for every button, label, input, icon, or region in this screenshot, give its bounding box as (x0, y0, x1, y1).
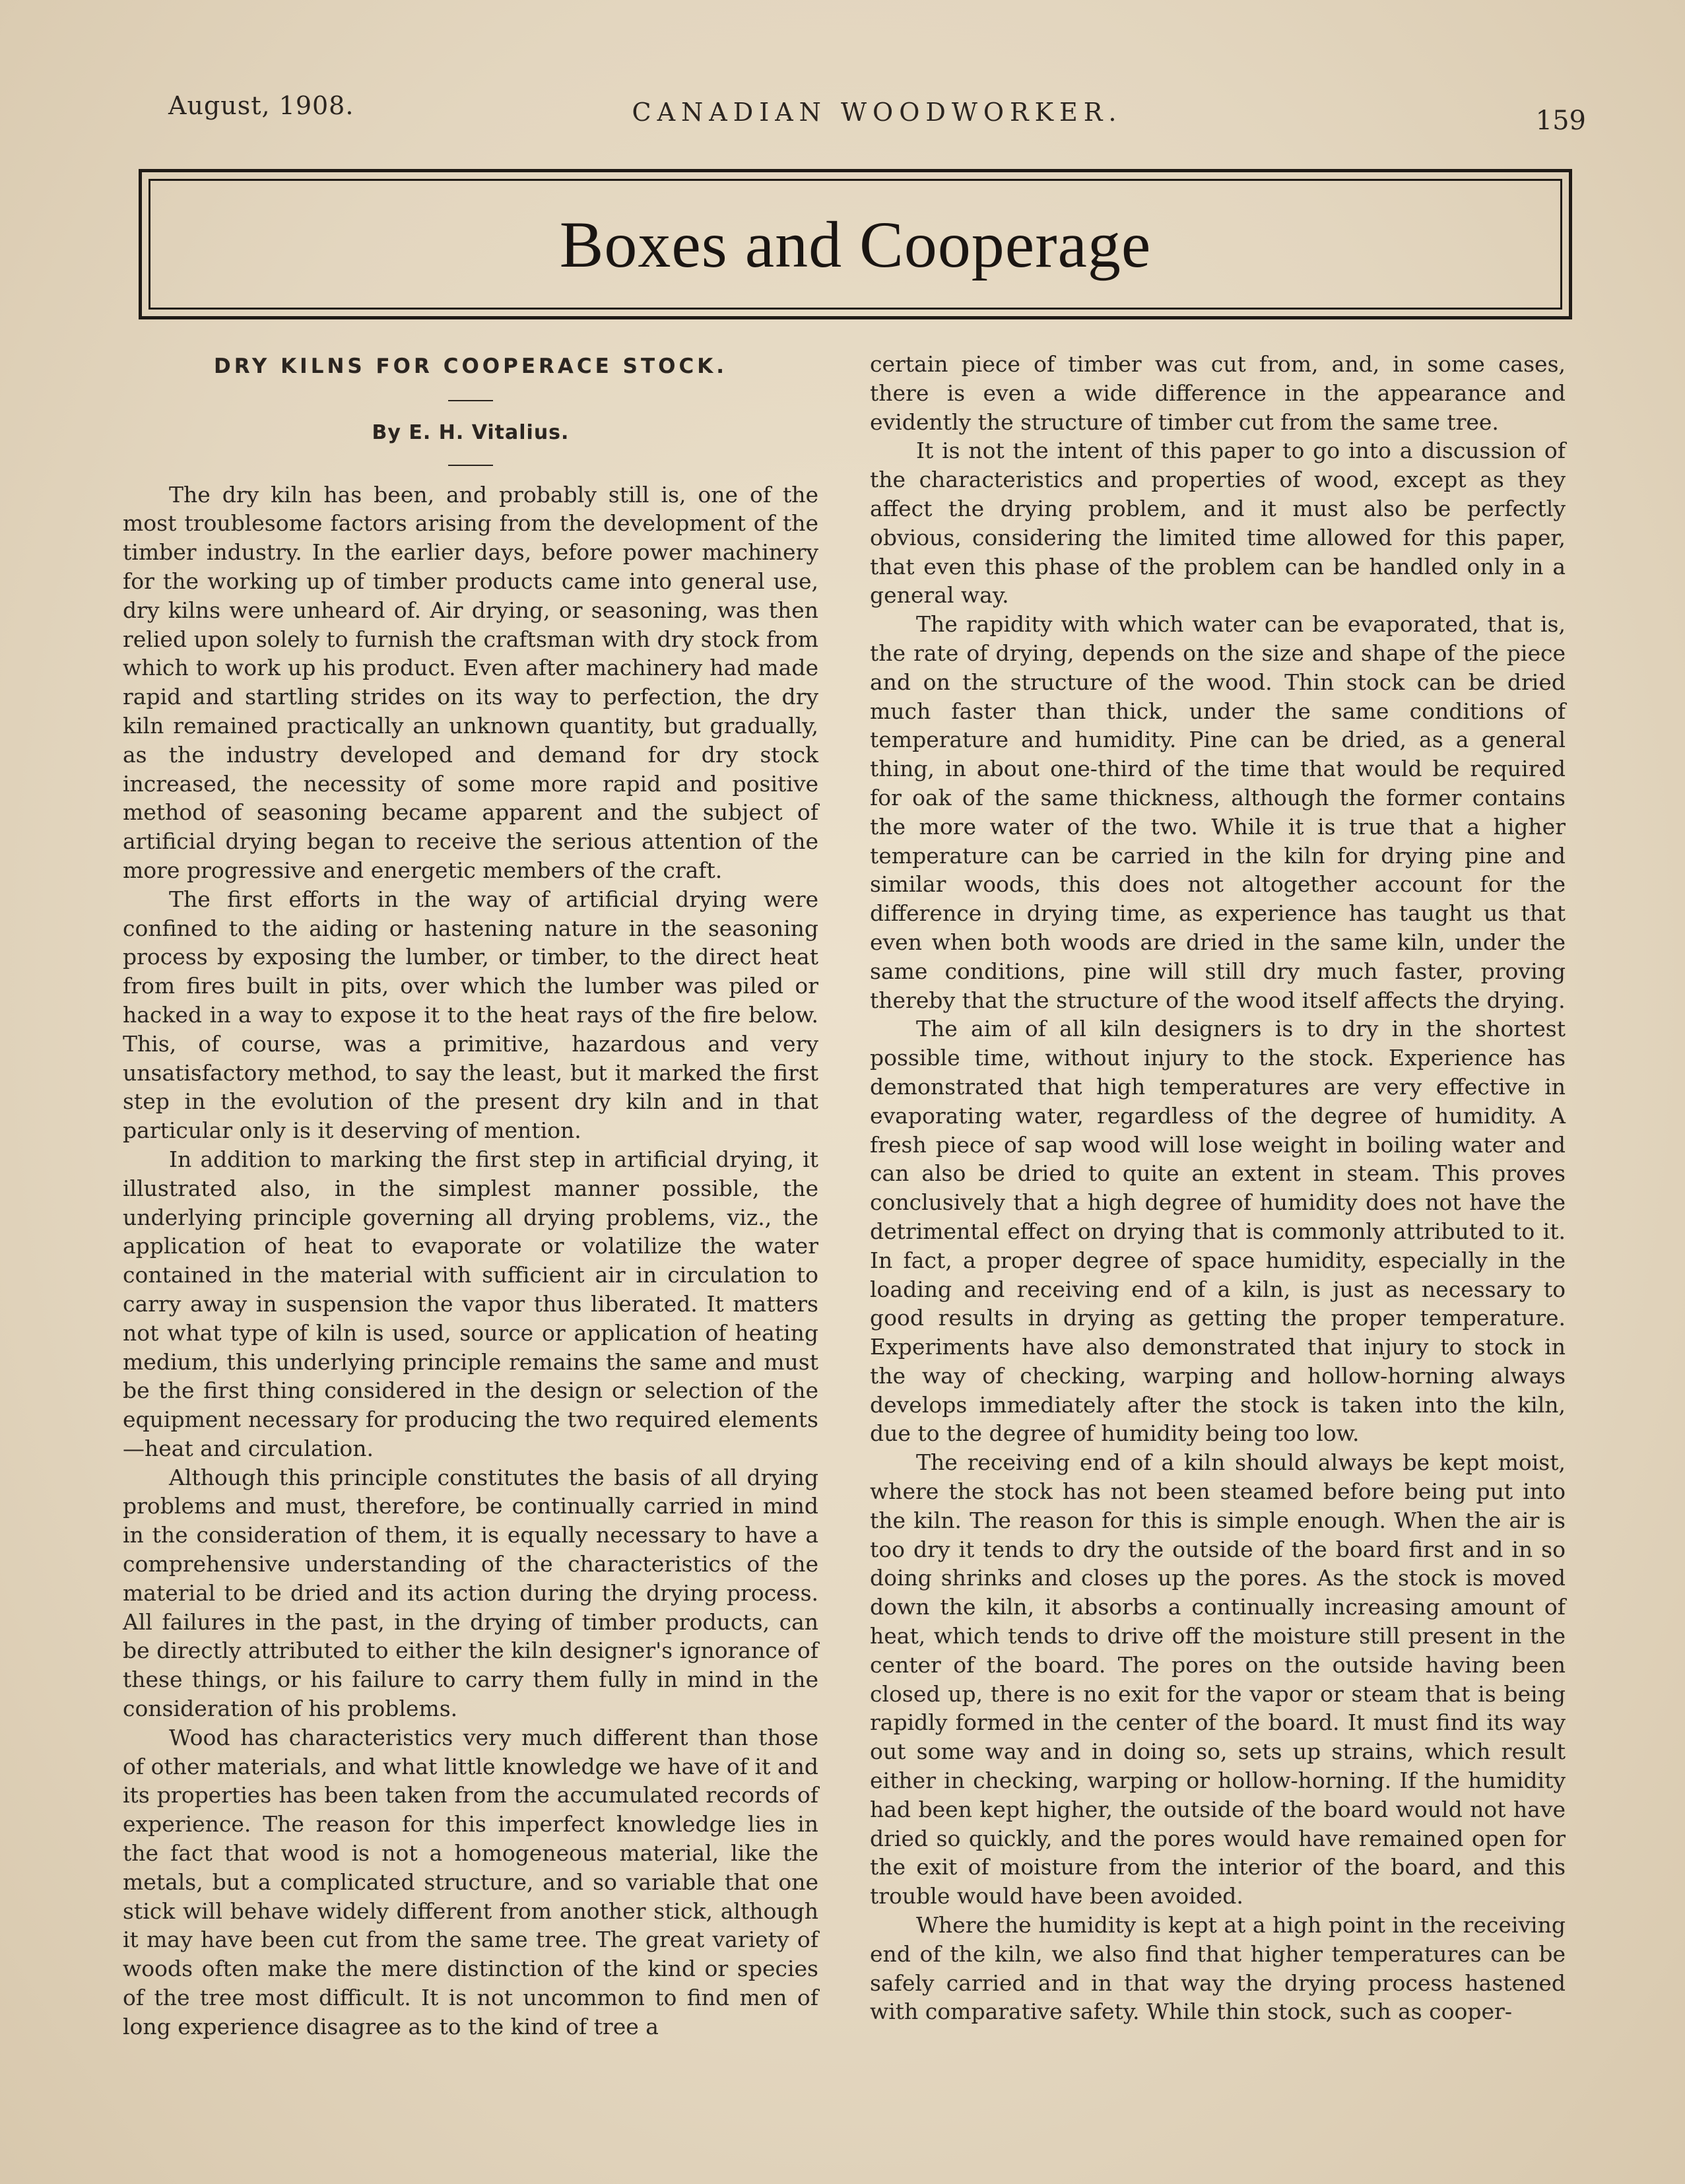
paragraph: In addition to marking the first step in artificial drying, it illustrated also, in the simplest manner possible, the underlying principle governing all drying problems, viz., the application of heat to evaporate or volatilize the water contained in the material with sufficient air in circulation to carry away in suspension the vapor thus liberated. It matters not what type of kiln is used, source or application of heating medium, this underlying principle remains the same and must be the first thing considered in the design or selection of the equipment necessary for producing the two required elements—heat and circulation. (123, 1146, 818, 1461)
section-title: Boxes and Cooperage (559, 207, 1152, 281)
section-title-frame (139, 169, 1572, 319)
section-title-inner-frame (149, 179, 1562, 310)
paragraph: The aim of all kiln designers is to dry in the shortest possible time, without injury to the stock. Experience has demonstrated that high temperatures are very effective in evaporating water, regardless of the degree of humidity. A fresh piece of sap wood will lose weight in boiling water and can also be dried to quite an extent in steam. This proves conclusively that a high degree of humidity does not have the detrimental effect on drying that is commonly attributed to it. In fact, a proper degree of space humidity, especially in the loading and receiving end of a kiln, is just as necessary to good results in drying as getting the proper temperature. Experiments have also demonstrated that injury to stock in the way of checking, warping and hollow-horning always develops immediately after the stock is taken into the kiln, due to the degree of humidity being too low. (870, 1016, 1566, 1447)
right-column (870, 350, 1566, 2026)
byline-rule (448, 465, 493, 466)
running-header (168, 91, 1586, 136)
paragraph: Wood has characteristics very much different than those of other materials, and what little knowledge we have of it and its properties has been taken from the accumulated records of experience. The reason for this imperfect knowledge lies in the fact that wood is not a homogeneous material, like the metals, but a complicated structure, and so variable that one stick will behave widely different from another stick, although it may have been cut from the same tree. The great variety of woods often make the mere distinction of the kind or species of the tree most difficult. It is not uncommon to find men of long experience disagree as to the kind of tree a (123, 1724, 818, 2039)
left-column (123, 350, 818, 2041)
paragraph: Although this principle constitutes the basis of all drying problems and must, therefore, be continually carried in mind in the consideration of them, it is equally necessary to have a comprehensive understanding of the characteristics of the material to be dried and its action during the drying process. All failures in the past, in the drying of timber products, can be directly attributed to either the kiln designer's ignorance of these things, or his failure to carry them fully in mind in the consideration of his problems. (123, 1464, 818, 1722)
title-rule (448, 400, 493, 401)
paragraph: The receiving end of a kiln should always be kept moist, where the stock has not been steamed before being put into the kiln. The reason for this is simple enough. When the air is too dry it tends to dry the outside of the board first and in so doing shrinks and closes up the pores. As the stock is moved down the kiln, it absorbs a continually increasing amount of heat, which tends to drive off the moisture still present in the center of the board. The pores on the outside having been closed up, there is no exit for the vapor or steam that is being rapidly formed in the center of the board. It must find its way out some way and in doing so, sets up strains, which result either in checking, warping or hollow-horning. If the humidity had been kept higher, the outside of the board would not have dried so quickly, and the pores would have remained open for the exit of moisture from the interior of the board, and this trouble would have been avoided. (870, 1449, 1566, 1909)
paragraph: The rapidity with which water can be evaporated, that is, the rate of drying, depends on the size and shape of the piece and on the structure of the wood. Thin stock can be dried much faster than thick, under the same conditions of temperature and humidity. Pine can be dried, as a general thing, in about one-third of the time that would be required for oak of the same thickness, although the former contains the more water of the two. While it is true that a higher temperature can be carried in the kiln for drying pine and similar woods, this does not altogether account for the difference in drying time, as experience has taught us that even when both woods are dried in the same kiln, under the same conditions, pine will still dry much faster, proving thereby that the structure of the wood itself affects the drying. (870, 611, 1566, 1013)
paragraph: certain piece of timber was cut from, and, in some cases, there is even a wide difference in the appearance and evidently the structure of timber cut from the same tree. (870, 351, 1566, 435)
article-byline: By E. H. Vitalius. (372, 420, 570, 444)
issue-date: August, 1908. (168, 91, 354, 120)
paragraph: Where the humidity is kept at a high point in the receiving end of the kiln, we also find that higher temperatures can be safely carried and in that way the drying process hastened with comparative safety. While thin stock, such as cooper- (870, 1912, 1566, 2025)
page-number: 159 (1535, 106, 1586, 136)
journal-name: CANADIAN WOODWORKER. (632, 98, 1123, 127)
paragraph: It is not the intent of this paper to go into a discussion of the characteristics and properties of wood, except as they affect the drying problem, and it must also be perfectly obvious, considering the limited time allowed for this paper, that even this phase of the problem can be handled only in a general way. (870, 438, 1566, 609)
paragraph: The dry kiln has been, and probably still is, one of the most troublesome factors arising from the development of the timber industry. In the earlier days, before power machinery for the working up of timber products came into general use, dry kilns were unheard of. Air drying, or seasoning, was then relied upon solely to furnish the craftsman with dry stock from which to work up his product. Even after machinery had made rapid and startling strides on its way to perfection, the dry kiln remained practically an unknown quantity, but gradually, as the industry developed and demand for dry stock increased, the necessity of some more rapid and positive method of seasoning became apparent and the subject of artificial drying began to receive the serious attention of the more progressive and energetic members of the craft. (123, 481, 818, 883)
article-title: DRY KILNS FOR COOPERACE STOCK. (213, 354, 728, 378)
paragraph: The first efforts in the way of artificial drying were confined to the aiding or hastening nature in the seasoning process by exposing the lumber, or timber, to the direct heat from fires built in pits, over which the lumber was piled or hacked in a way to expose it to the heat rays of the fire below. This, of course, was a primitive, hazardous and very unsatisfactory method, to say the least, but it marked the first step in the evolution of the present dry kiln and in that particular only is it deserving of mention. (123, 886, 818, 1144)
